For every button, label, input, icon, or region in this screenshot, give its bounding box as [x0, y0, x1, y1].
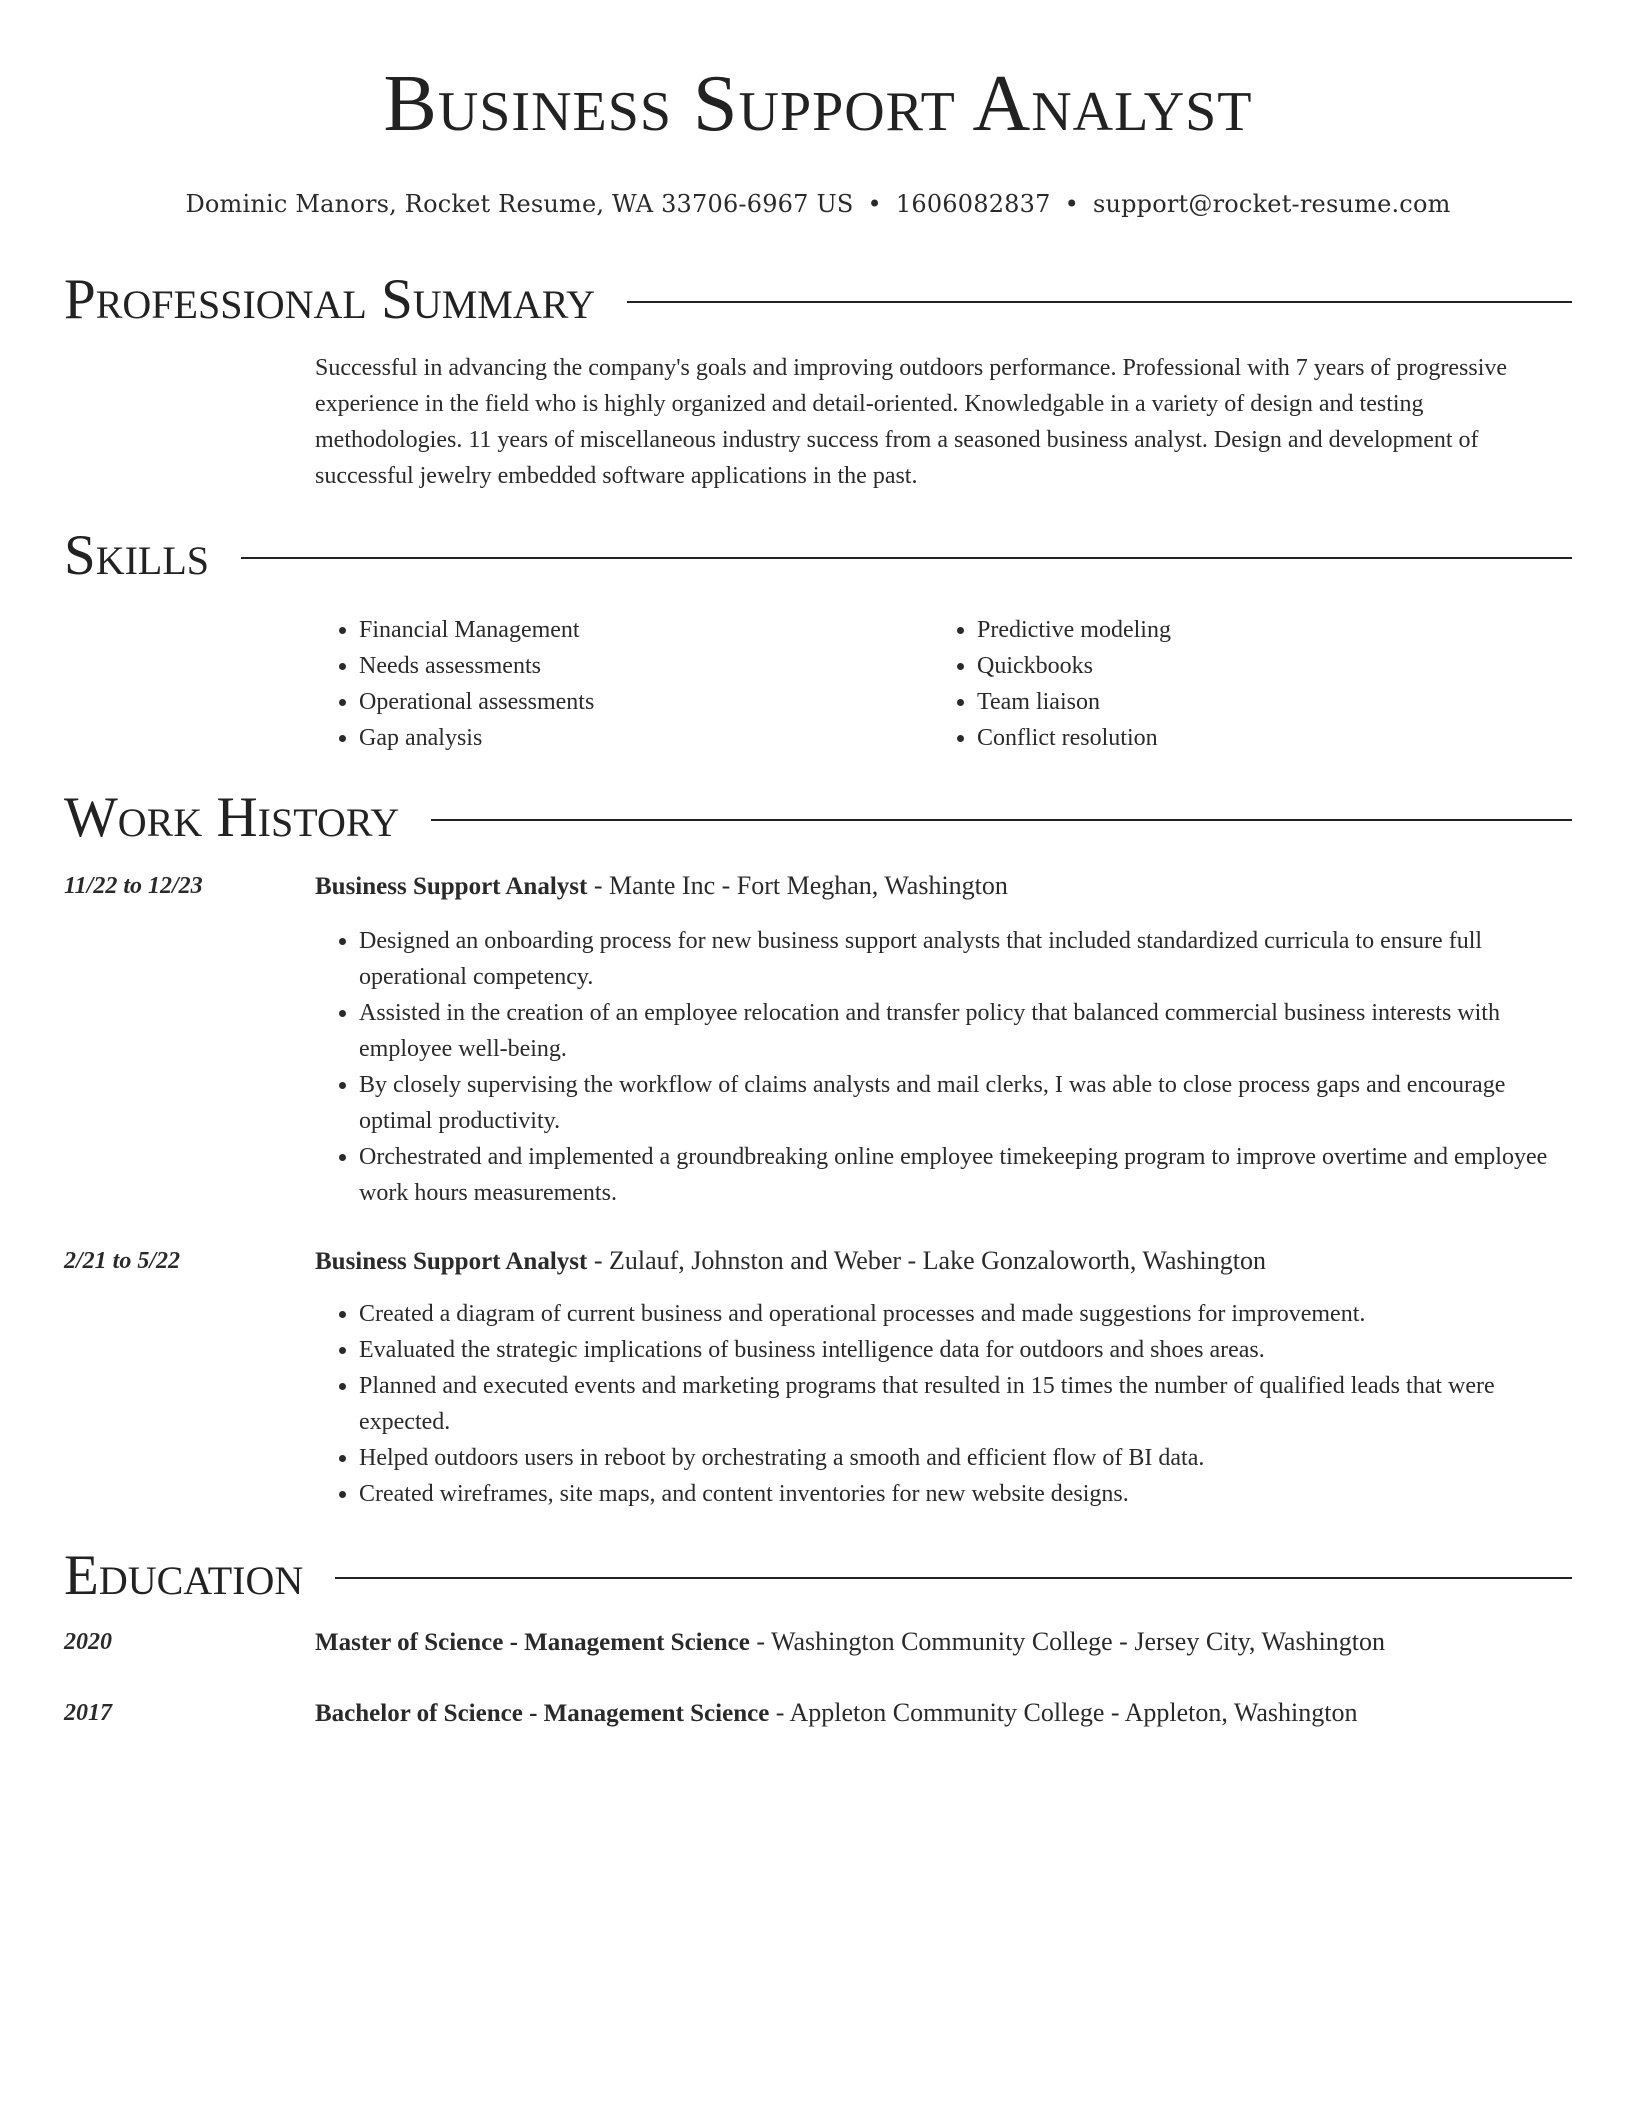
- education-entry: [64, 1624, 1572, 1661]
- work-bullet: • Assisted in the creation of an employee relocation and transfer policy that balanced commercial business interests with employee well-being.: [359, 995, 1572, 1067]
- job-details: - Zulauf, Johnston and Weber - Lake Gonzaloworth, Washington: [587, 1246, 1266, 1275]
- skills-section-header: [64, 522, 1572, 590]
- contact-phone: 1606082837: [895, 190, 1051, 218]
- contact-email: support@rocket-resume.com: [1092, 190, 1451, 218]
- skill-item: • Quickbooks: [977, 648, 1567, 684]
- contact-separator: •: [1064, 190, 1079, 218]
- education-entry-body: [315, 1624, 1572, 1661]
- education-year: 2020: [64, 1629, 112, 1655]
- work-section-header: [64, 784, 1572, 852]
- work-dates: 11/22 to 12/23: [64, 873, 203, 899]
- summary-section-header: [64, 266, 1572, 334]
- work-bullets: [315, 923, 1572, 1211]
- skill-item: • Needs assessments: [359, 648, 933, 684]
- degree: Master of Science - Management Science: [315, 1629, 750, 1656]
- skills-heading: Skills: [64, 524, 210, 587]
- contact-separator: •: [867, 190, 882, 218]
- work-bullet: • Planned and executed events and marketing programs that resulted in 15 times the number of qualified leads that were expected.: [359, 1368, 1572, 1440]
- work-heading: Work History: [64, 786, 400, 849]
- education-year: 2017: [64, 1700, 112, 1726]
- work-entry-body: [315, 868, 1572, 1211]
- section-divider: [627, 301, 1572, 303]
- work-bullet: • Created wireframes, site maps, and content inventories for new website designs.: [359, 1476, 1572, 1512]
- summary-heading: Professional Summary: [64, 268, 596, 331]
- work-bullet: • By closely supervising the workflow of claims analysts and mail clerks, I was able to close process gaps and encourage optimal productivity.: [359, 1067, 1572, 1139]
- work-bullet: • Created a diagram of current business and operational processes and made suggestions for improvement.: [359, 1296, 1572, 1332]
- degree: Bachelor of Science - Management Science: [315, 1700, 770, 1727]
- education-title-line: [315, 1624, 1572, 1661]
- education-entry: [64, 1695, 1572, 1732]
- skill-item: • Financial Management: [359, 612, 933, 648]
- job-role: Business Support Analyst: [315, 1248, 588, 1275]
- work-entry: [64, 868, 1572, 1211]
- work-bullet: • Helped outdoors users in reboot by orchestrating a smooth and efficient flow of BI data.: [359, 1440, 1572, 1476]
- work-bullet: • Evaluated the strategic implications of business intelligence data for outdoors and shoes areas.: [359, 1332, 1572, 1368]
- skill-item: • Team liaison: [977, 684, 1567, 720]
- skills-column-left: [315, 612, 933, 756]
- education-entry-body: [315, 1695, 1572, 1732]
- skill-item: • Predictive modeling: [977, 612, 1567, 648]
- work-bullet: • Orchestrated and implemented a groundbreaking online employee timekeeping program to improve overtime and employee work hours measurements.: [359, 1139, 1572, 1211]
- work-bullets: [315, 1296, 1572, 1512]
- section-divider: [335, 1577, 1572, 1579]
- work-title-line: [315, 1243, 1572, 1280]
- education-title-line: [315, 1695, 1572, 1732]
- contact-address: Dominic Manors, Rocket Resume, WA 33706-6967 US: [185, 190, 854, 218]
- work-entry-body: [315, 1243, 1572, 1512]
- job-details: - Mante Inc - Fort Meghan, Washington: [587, 871, 1008, 900]
- education-heading: Education: [64, 1544, 304, 1607]
- skills-list: [315, 612, 1572, 756]
- skill-item: • Conflict resolution: [977, 720, 1567, 756]
- work-entry: [64, 1243, 1572, 1512]
- resume-page: [64, 0, 1572, 1732]
- skills-column-right: [933, 612, 1567, 756]
- contact-line: [64, 188, 1572, 220]
- work-title-line: [315, 868, 1572, 905]
- work-bullet: • Designed an onboarding process for new business support analysts that included standardized curricula to ensure full operational competency.: [359, 923, 1572, 995]
- job-role: Business Support Analyst: [315, 873, 588, 900]
- resume-title: Business Support Analyst: [383, 60, 1253, 148]
- education-details: - Washington Community College - Jersey City, Washington: [749, 1627, 1386, 1656]
- work-dates: 2/21 to 5/22: [64, 1248, 181, 1274]
- section-divider: [241, 557, 1572, 559]
- education-section-header: [64, 1542, 1572, 1610]
- education-details: - Appleton Community College - Appleton, Washington: [769, 1698, 1358, 1727]
- skill-item: • Operational assessments: [359, 684, 933, 720]
- section-divider: [431, 819, 1572, 821]
- summary-text: Successful in advancing the company's goals and improving outdoors performance. Professional with 7 years of progressive experience in the field who is highly organized and detail-oriented. Knowledgable in a variety of design and testing methodologies. 11 years of miscellaneous industry success from a seasoned business analyst. Design and development of successful jewelry embedded software applications in the past.: [315, 355, 1508, 489]
- skill-item: • Gap analysis: [359, 720, 933, 756]
